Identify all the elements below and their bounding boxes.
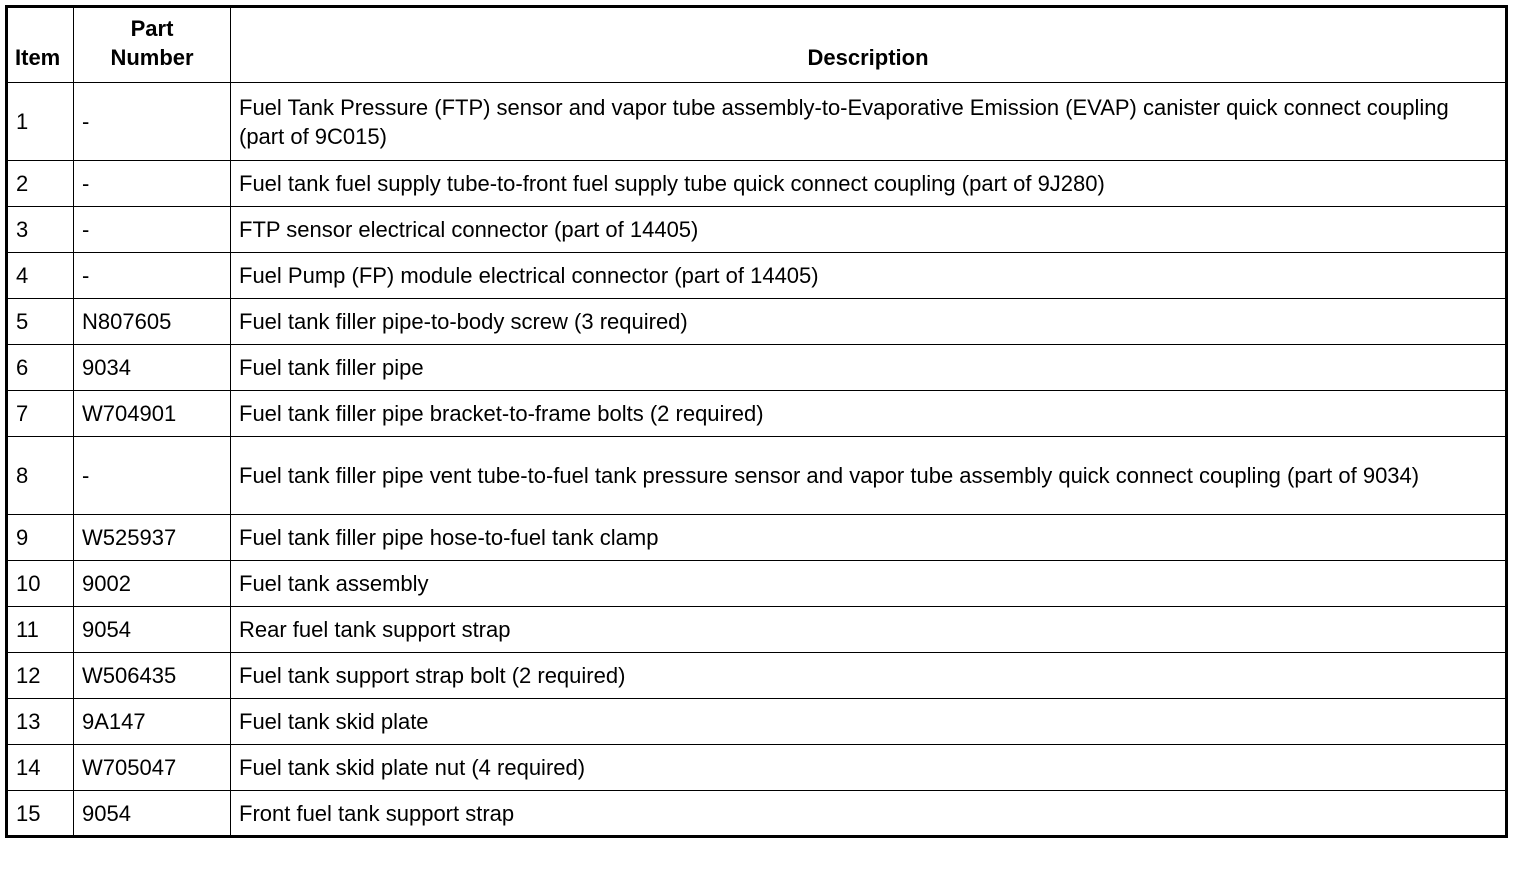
cell-item: 12 (7, 653, 74, 699)
cell-part-number: - (74, 161, 231, 207)
cell-part-number: - (74, 207, 231, 253)
cell-description: Fuel tank skid plate nut (4 required) (231, 745, 1507, 791)
table-row (7, 515, 1507, 561)
table-header (7, 7, 1507, 83)
cell-part-number: - (74, 437, 231, 515)
cell-description: Fuel tank skid plate (231, 699, 1507, 745)
cell-item: 14 (7, 745, 74, 791)
cell-part-number: - (74, 83, 231, 161)
cell-description: Rear fuel tank support strap (231, 607, 1507, 653)
cell-part-number: 9034 (74, 345, 231, 391)
cell-part-number: 9054 (74, 791, 231, 837)
cell-description: Fuel tank filler pipe hose-to-fuel tank clamp (231, 515, 1507, 561)
table-row (7, 607, 1507, 653)
table-row (7, 299, 1507, 345)
table-row (7, 391, 1507, 437)
table-body (7, 83, 1507, 837)
table-row (7, 161, 1507, 207)
header-description: Description (231, 7, 1507, 83)
cell-item: 8 (7, 437, 74, 515)
cell-item: 3 (7, 207, 74, 253)
cell-item: 6 (7, 345, 74, 391)
table-row (7, 791, 1507, 837)
cell-item: 7 (7, 391, 74, 437)
table-row (7, 699, 1507, 745)
parts-table (5, 5, 1508, 838)
cell-item: 1 (7, 83, 74, 161)
cell-part-number: 9054 (74, 607, 231, 653)
cell-description: Fuel tank support strap bolt (2 required) (231, 653, 1507, 699)
cell-part-number: 9002 (74, 561, 231, 607)
cell-description: FTP sensor electrical connector (part of 14405) (231, 207, 1507, 253)
header-item: Item (7, 7, 74, 83)
cell-item: 9 (7, 515, 74, 561)
cell-description: Front fuel tank support strap (231, 791, 1507, 837)
header-part-number (74, 7, 231, 83)
table-row (7, 653, 1507, 699)
cell-item: 2 (7, 161, 74, 207)
cell-description: Fuel tank filler pipe vent tube-to-fuel tank pressure sensor and vapor tube assembly quick connect coupling (part of 9034) (231, 437, 1507, 515)
cell-part-number: W704901 (74, 391, 231, 437)
table-row (7, 207, 1507, 253)
cell-description: Fuel tank filler pipe bracket-to-frame bolts (2 required) (231, 391, 1507, 437)
cell-part-number: 9A147 (74, 699, 231, 745)
cell-description: Fuel tank fuel supply tube-to-front fuel supply tube quick connect coupling (part of 9J280) (231, 161, 1507, 207)
table-row (7, 83, 1507, 161)
table-row (7, 745, 1507, 791)
table-row (7, 345, 1507, 391)
cell-item: 13 (7, 699, 74, 745)
cell-item: 15 (7, 791, 74, 837)
cell-description: Fuel tank filler pipe-to-body screw (3 required) (231, 299, 1507, 345)
table-row (7, 561, 1507, 607)
cell-item: 10 (7, 561, 74, 607)
cell-part-number: W525937 (74, 515, 231, 561)
cell-description: Fuel tank filler pipe (231, 345, 1507, 391)
cell-description: Fuel Tank Pressure (FTP) sensor and vapor tube assembly-to-Evaporative Emission (EVAP) canister quick connect coupling (part of 9C015) (231, 83, 1507, 161)
cell-item: 5 (7, 299, 74, 345)
table-row (7, 437, 1507, 515)
cell-item: 11 (7, 607, 74, 653)
cell-description: Fuel tank assembly (231, 561, 1507, 607)
cell-item: 4 (7, 253, 74, 299)
cell-description: Fuel Pump (FP) module electrical connector (part of 14405) (231, 253, 1507, 299)
cell-part-number: W506435 (74, 653, 231, 699)
header-row (7, 7, 1507, 83)
table-row (7, 253, 1507, 299)
cell-part-number: - (74, 253, 231, 299)
header-part-number-text: Part Number (110, 16, 194, 70)
cell-part-number: N807605 (74, 299, 231, 345)
cell-part-number: W705047 (74, 745, 231, 791)
